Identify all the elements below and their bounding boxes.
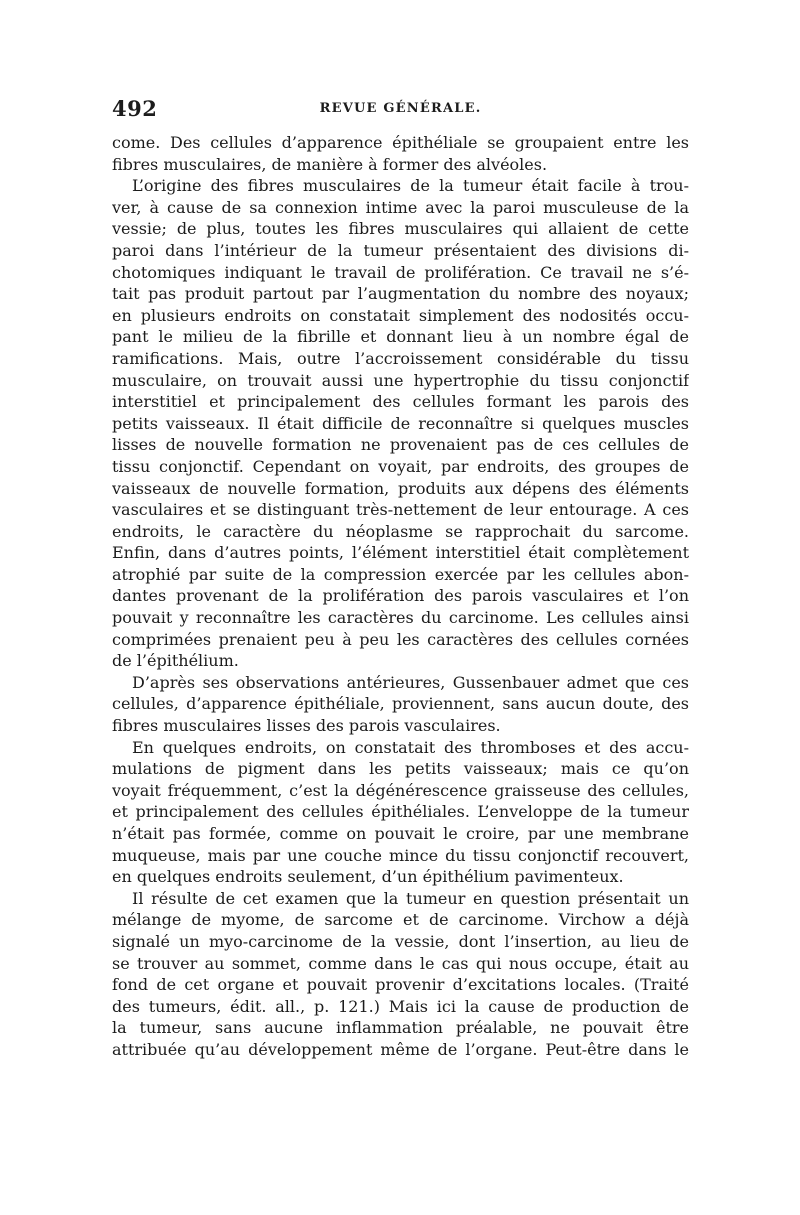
text-line: ramifications. Mais, outre l’accroissement considérable du tissu	[112, 348, 689, 368]
text-line: n’était pas formée, comme on pouvait le croire, par une membrane	[112, 824, 689, 843]
text-line: de l’épithélium.	[112, 651, 239, 671]
text-line: des tumeurs, édit. all., p. 121.) Mais ici la cause de production de	[112, 996, 689, 1016]
text-line: voyait fréquemment, c’est la dégénérescence graisseuse des cellules,	[112, 780, 689, 800]
text-line: lisses de nouvelle formation ne provenaient pas de ces cellules de	[112, 435, 689, 455]
text-line: et principalement des cellules épithéliales. L’enveloppe de la tumeur	[112, 802, 689, 822]
text-line: cellules, d’apparence épithéliale, proviennent, sans aucun doute, des	[112, 694, 689, 714]
text-line: pant le milieu de la fibrille et donnant lieu à un nombre égal de	[112, 327, 689, 347]
text-line: la tumeur, sans aucune inflammation préalable, ne pouvait être	[112, 1018, 689, 1038]
text-line: petits vaisseaux. Il était difficile de reconnaître si quelques muscles	[112, 413, 689, 433]
text-line: vessie; de plus, toutes les fibres musculaires qui allaient de cette	[112, 219, 689, 239]
text-line: endroits, le caractère du néoplasme se rapprochait du sarcome.	[112, 521, 689, 541]
text-line: signalé un myo-carcinome de la vessie, dont l’insertion, au lieu de	[112, 931, 689, 951]
text-line: comprimées prenaient peu à peu les caractères des cellules cornées	[112, 629, 689, 649]
text-line: attribuée qu’au développement même de l’organe. Peut-être dans le	[112, 1039, 689, 1059]
text-line: en plusieurs endroits on constatait simplement des nodosités occu-	[112, 305, 689, 325]
text-line: fibres musculaires, de manière à former des alvéoles.	[112, 154, 548, 174]
body-text	[112, 132, 689, 1061]
text-line: musculaire, on trouvait aussi une hypertrophie du tissu conjonctif	[112, 370, 689, 390]
text-line: En quelques endroits, on constatait des thromboses et des accu-	[132, 737, 689, 757]
text-line: D’après ses observations antérieures, Gussenbauer admet que ces	[132, 672, 689, 692]
text-line: dantes provenant de la prolifération des parois vasculaires et l’on	[112, 586, 689, 606]
page-number: 492	[112, 96, 158, 121]
text-line: Il résulte de cet examen que la tumeur en question présentait un	[132, 888, 689, 908]
text-line: tait pas produit partout par l’augmentation du nombre des noyaux;	[112, 284, 689, 304]
text-line: se trouver au sommet, comme dans le cas qui nous occupe, était au	[112, 953, 689, 973]
paragraph	[112, 737, 689, 888]
text-line: interstitiel et principalement des cellules formant les parois des	[112, 392, 689, 412]
paragraph	[112, 888, 689, 1061]
running-head	[112, 92, 689, 128]
text-line: vaisseaux de nouvelle formation, produits aux dépens des éléments	[112, 478, 689, 498]
text-line: ver, à cause de sa connexion intime avec la paroi musculeuse de la	[112, 197, 689, 217]
running-title: REVUE GÉNÉRALE.	[319, 101, 482, 116]
text-line: fibres musculaires lisses des parois vasculaires.	[112, 716, 501, 736]
paragraph	[112, 175, 689, 672]
text-line: come. Des cellules d’apparence épithéliale se groupaient entre les	[112, 133, 689, 152]
book-page	[112, 92, 689, 1061]
text-line: paroi dans l’intérieur de la tumeur présentaient des divisions di-	[112, 240, 689, 260]
text-line: mulations de pigment dans les petits vaisseaux; mais ce qu’on	[112, 759, 689, 779]
text-line: L’origine des fibres musculaires de la tumeur était facile à trou-	[132, 176, 689, 196]
text-line: en quelques endroits seulement, d’un épithélium pavimenteux.	[112, 867, 624, 887]
text-line: muqueuse, mais par une couche mince du tissu conjonctif recouvert,	[112, 845, 689, 865]
text-line: tissu conjonctif. Cependant on voyait, par endroits, des groupes de	[112, 456, 689, 476]
text-line: chotomiques indiquant le travail de prolifération. Ce travail ne s’é-	[112, 262, 689, 282]
text-line: Enfin, dans d’autres points, l’élément interstitiel était complètement	[112, 543, 689, 563]
text-line: vasculaires et se distinguant très-nettement de leur entourage. A ces	[112, 500, 689, 520]
text-line: fond de cet organe et pouvait provenir d’excitations locales. (Traité	[112, 975, 689, 995]
paragraph	[112, 132, 689, 175]
text-line: atrophié par suite de la compression exercée par les cellules abon-	[112, 564, 689, 584]
text-line: mélange de myome, de sarcome et de carcinome. Virchow a déjà	[112, 910, 689, 930]
paragraph	[112, 672, 689, 737]
text-line: pouvait y reconnaître les caractères du carcinome. Les cellules ainsi	[112, 608, 689, 628]
